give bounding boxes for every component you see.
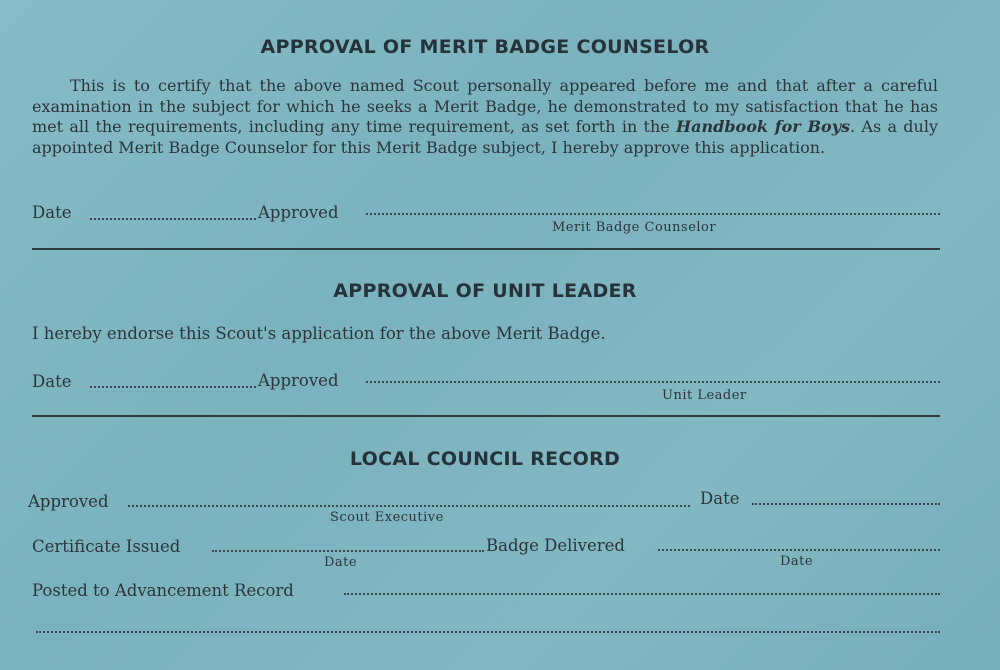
certificate-date-caption: Date <box>324 555 358 570</box>
badge-delivered-date-field[interactable] <box>658 549 940 551</box>
certificate-issued-date-field[interactable] <box>212 550 484 552</box>
council-date-label: Date <box>700 489 740 508</box>
counselor-text-after: . As a duly appointed Merit Badge Counselor for this Merit Badge subject, I hereby approve this application. <box>32 117 938 157</box>
section-divider <box>32 415 940 417</box>
badge-date-caption: Date <box>780 554 814 569</box>
counselor-date-field[interactable] <box>90 218 256 220</box>
counselor-signature-field[interactable] <box>366 213 940 215</box>
counselor-heading: APPROVAL OF MERIT BADGE COUNSELOR <box>260 36 710 58</box>
posted-to-record-label: Posted to Advancement Record <box>32 581 294 600</box>
certificate-issued-label: Certificate Issued <box>32 537 181 556</box>
unit-leader-endorsement-text: I hereby endorse this Scout's application for the above Merit Badge. <box>32 324 606 343</box>
posted-to-record-field[interactable] <box>344 593 940 595</box>
unit-leader-signature-caption: Unit Leader <box>662 388 747 403</box>
unit-leader-signature-field[interactable] <box>366 381 940 383</box>
badge-delivered-label: Badge Delivered <box>486 536 625 555</box>
counselor-date-label: Date <box>32 203 72 222</box>
unit-leader-date-field[interactable] <box>90 386 256 388</box>
posted-to-record-field-continued[interactable] <box>36 631 940 633</box>
counselor-certification-text <box>32 76 938 158</box>
scout-executive-signature-field[interactable] <box>128 505 690 507</box>
handbook-title: Handbook for Boys <box>676 117 851 136</box>
unit-leader-date-label: Date <box>32 372 72 391</box>
counselor-signature-caption: Merit Badge Counselor <box>552 220 717 235</box>
council-date-field[interactable] <box>752 503 940 505</box>
council-approved-label: Approved <box>28 492 109 511</box>
council-heading: LOCAL COUNCIL RECORD <box>349 448 621 470</box>
unit-leader-approved-label: Approved <box>258 371 339 390</box>
counselor-approved-label: Approved <box>258 203 339 222</box>
counselor-text-before: This is to certify that the above named Scout personally appeared before me and that after a careful examination in the subject for which he seeks a Merit Badge, he demonstrated to my satisfaction that he has met all the requirements, including any time requirement, as set forth in the <box>32 76 938 136</box>
scout-executive-caption: Scout Executive <box>330 510 444 525</box>
unit-leader-heading: APPROVAL OF UNIT LEADER <box>333 280 637 302</box>
section-divider <box>32 248 940 250</box>
